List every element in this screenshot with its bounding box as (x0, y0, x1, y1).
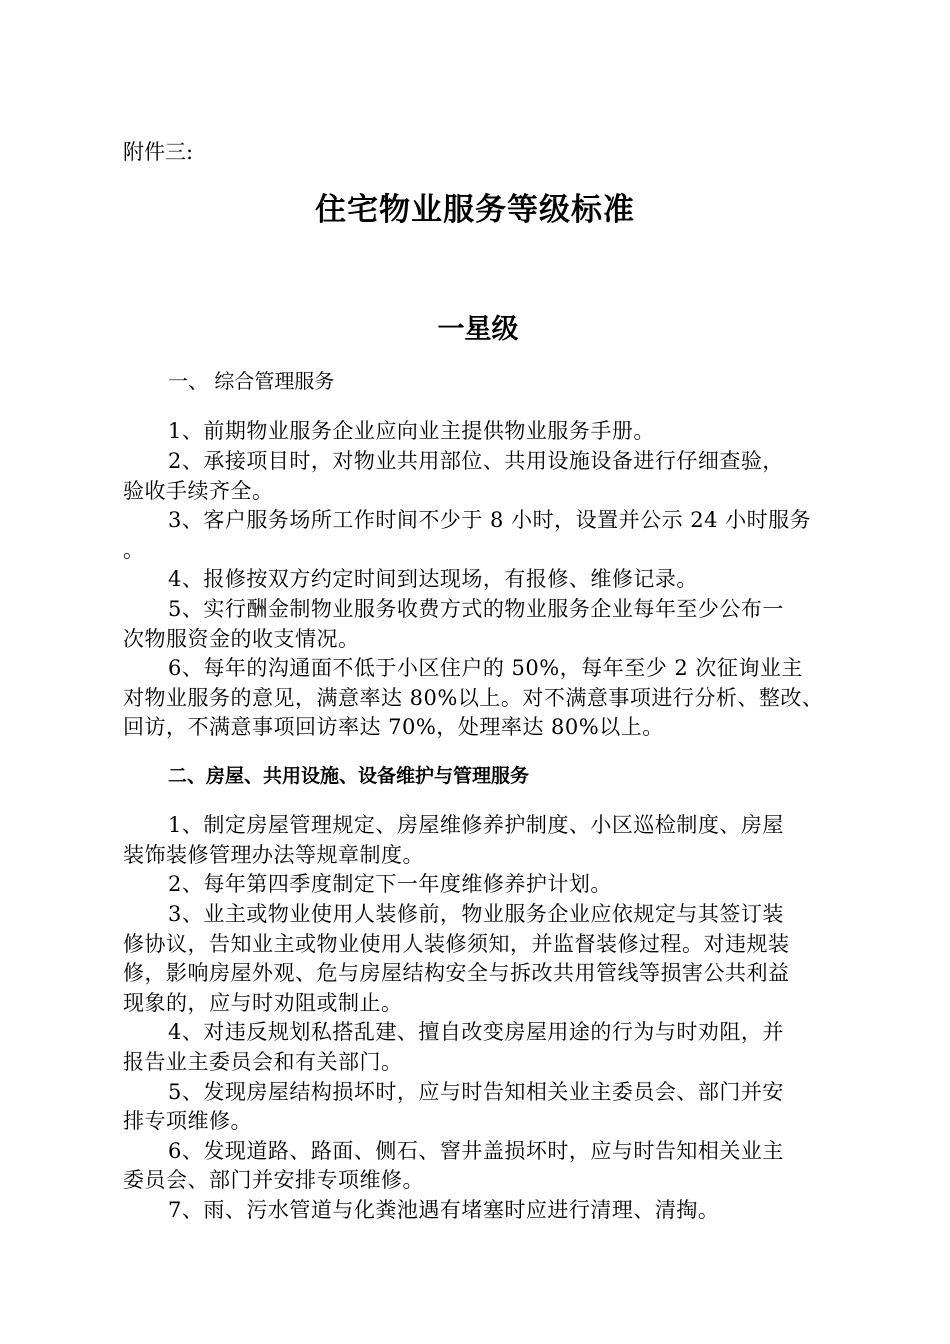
paragraph-line: 委员会、部门并安排专项维修。 (123, 1168, 424, 1192)
paragraph-line: 现象的，应与时劝阻或制止。 (123, 991, 403, 1015)
paragraph-line: 5、发现房屋结构损坏时，应与时告知相关业主委员会、部门并安 (168, 1080, 784, 1104)
paragraph-line: 3、业主或物业使用人装修前，物业服务企业应依规定与其签订装 (168, 902, 784, 926)
paragraph-line: 1、制定房屋管理规定、房屋维修养护制度、小区巡检制度、房屋 (168, 813, 784, 837)
paragraph-line: 2、每年第四季度制定下一年度维修养护计划。 (168, 872, 612, 896)
paragraph-line: 验收手续齐全。 (123, 479, 274, 503)
paragraph-line: 7、雨、污水管道与化粪池遇有堵塞时应进行清理、清掏。 (168, 1198, 720, 1222)
paragraph-line: 回访，不满意事项回访率达 70%，处理率达 80%以上。 (123, 715, 664, 739)
paragraph-line: 修协议，告知业主或物业使用人装修须知，并监督装修过程。对违规装 (123, 932, 790, 956)
paragraph-line: 报告业主委员会和有关部门。 (123, 1050, 403, 1074)
paragraph-line: 排专项维修。 (123, 1109, 252, 1133)
paragraph-line: 次物服资金的收支情况。 (123, 627, 360, 651)
paragraph-line: 4、报修按双方约定时间到达现场，有报修、维修记录。 (168, 567, 698, 591)
paragraph-line: 5、实行酬金制物业服务收费方式的物业服务企业每年至少公布一 (168, 597, 784, 621)
paragraph-line: 6、每年的沟通面不低于小区住户的 50%，每年至少 2 次征询业主 (168, 656, 803, 680)
paragraph-line: 。 (123, 538, 145, 562)
paragraph-line: 对物业服务的意见，满意率达 80%以上。对不满意事项进行分析、整改、 (123, 686, 824, 710)
paragraph-line: 3、客户服务场所工作时间不少于 8 小时，设置并公示 24 小时服务 (168, 508, 812, 532)
section-heading-housing-maintenance: 二、房屋、共用设施、设备维护与管理服务 (168, 765, 530, 787)
paragraph-line: 4、对违反规划私搭乱建、擅自改变房屋用途的行为与时劝阻，并 (168, 1020, 784, 1044)
section-heading-comprehensive-management: 一、 综合管理服务 (168, 369, 335, 393)
attachment-label: 附件三: (123, 140, 194, 164)
document-title: 住宅物业服务等级标准 (315, 192, 635, 228)
paragraph-line: 2、承接项目时，对物业共用部位、共用设施设备进行仔细查验， (168, 449, 784, 473)
level-title: 一星级 (437, 314, 519, 345)
paragraph-line: 6、发现道路、路面、侧石、窨井盖损坏时，应与时告知相关业主 (168, 1139, 784, 1163)
paragraph-line: 1、前期物业服务企业应向业主提供物业服务手册。 (168, 419, 655, 443)
paragraph-line: 修，影响房屋外观、危与房屋结构安全与拆改共用管线等损害公共利益 (123, 961, 790, 985)
paragraph-line: 装饰装修管理办法等规章制度。 (123, 843, 424, 867)
